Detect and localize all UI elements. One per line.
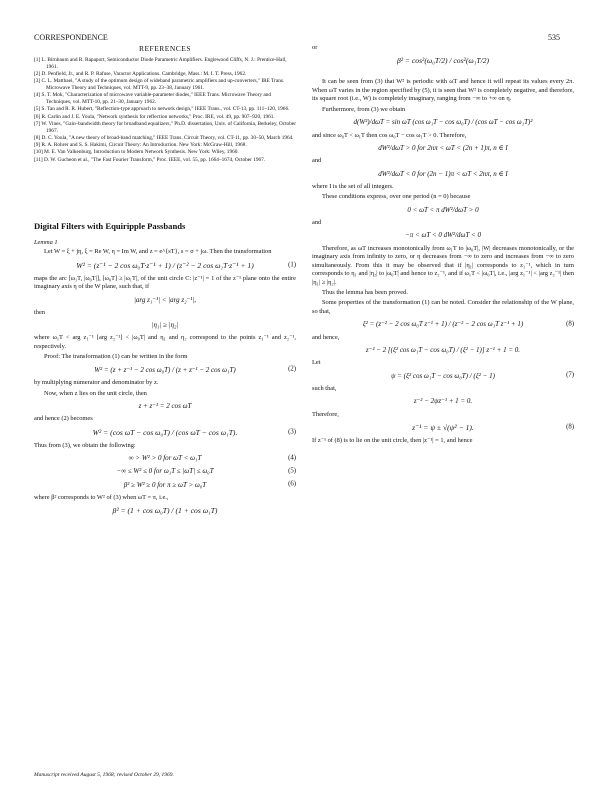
equation-eta: |η₁| ≥ |η₂| [151, 321, 179, 330]
equation-5-number: (5) [288, 467, 296, 475]
equation-6-body: β² ≥ W² ≥ 0 for π ≥ ωT > ω₀T [123, 480, 207, 489]
reference-item: [7] W. Vines, "Gain–bandwidth theory for broadband equalizers," Ph.D. dissertation, Univ. of California, Berkeley, October 1967. [34, 120, 296, 134]
equation-psi-body: ψ = (ξ² cos ω₁T − cos ω₀T) / (ξ² − 1) [391, 371, 495, 380]
paragraph-after-eq2: by multiplying numerator and denominator by z. [34, 379, 159, 387]
reference-item: [2] D. Penfield, Jr., and R. P. Rafuse, Varactor Applications. Cambridge, Mass.: M. I. T. Press, 1962. [34, 70, 247, 77]
paragraph-after-eq1: maps the arc [ω₁T, |ω₀T|], [ω₀T] ≥ |ω₁T|, of the unit circle C: |z⁻¹| = 1 of the z⁻¹ plane onto the entire imaginary axis η of the W plane, such that, if [34, 274, 296, 291]
equation-5 [34, 467, 296, 476]
equation-psi [312, 372, 574, 381]
lemma-text: Let W = ξ + jη, ξ = Re W, η = Im W, and z = e^{sT}, s = σ + jω. Then the transformation [44, 248, 272, 256]
paragraph-7: Thus the lemma has been proved. [322, 288, 408, 296]
equation-1-number: (1) [288, 261, 296, 269]
paragraph-after-eta: where ω₁T < arg z₁⁻¹ [arg z₂⁻¹] < |ω₀T| and η₁ and η₂ correspond to the points z₁⁻¹ and z₂⁻¹, respectively. [34, 334, 296, 350]
last-paragraph: If z⁻¹ of (8) is to lie on the unit circle, then |z⁻¹| = 1, and hence [312, 437, 473, 445]
equation-6-number: (6) [288, 480, 296, 488]
hence-text: and hence (2) becomes [34, 415, 93, 423]
equation-arg: |arg z₁⁻¹| < |arg z₂⁻¹|, [133, 295, 196, 304]
page-number: 535 [548, 33, 560, 42]
equation-2-body: W² = (z + z⁻¹ − 2 cos ω₀T) / (z + z⁻¹ − 2 cos ω₁T) [94, 365, 236, 374]
equation-4-number: (4) [288, 454, 296, 462]
section-title: Digital Filters with Equiripple Passbands [34, 221, 186, 232]
equation-1-body: W² = (z⁻¹ − 2 cos ω₀T·z⁻¹ + 1) / (z⁻² − 2 cos ω₁T·z⁻¹ + 1) [76, 260, 254, 270]
now-text: Now, when z lies on the unit circle, then [44, 389, 147, 397]
therefore-label: Therefore, [312, 410, 339, 418]
references-heading: REFERENCES [138, 44, 192, 53]
equation-cos: z + z⁻¹ = 2 cos ωT [138, 401, 192, 410]
reference-item: [10] M. E. Van Valkenburg, Introduction to Modern Network Synthesis. New York: Wiley, 1960. [34, 149, 239, 156]
such-that-text: such that, [312, 384, 337, 392]
equation-inequality-1: dW²/dωT > 0 for 2nπ < ωT < (2n + 1)π, n ∈ I [378, 143, 508, 152]
equation-range-2: −π < ωT < 0 dW²/dωT < 0 [405, 231, 481, 240]
reference-item: [9] R. A. Rohrer and S. S. Hakimi, Circuit Theory: An Introduction. New York: McGraw-Hill, 1968. [34, 142, 247, 149]
let-label: Let [312, 359, 321, 367]
equation-3-number: (3) [288, 428, 296, 436]
equation-2-number: (2) [288, 365, 296, 373]
paragraph-6: Therefore, as ωT increases monotonically from ω₁T to |ω₀T|, |W| decreases monotonically, or the imaginary axis from infinity to zero, or η decreases from −∞ to zero and increases from −∞ to zero simultaneously. From this it may be observed that if |η₁| corresponds to z₁⁻¹, which in turn corresponds to η₁ and |η₂| to |ω₀T| and hence to z₂⁻¹, and if ω₁T < |ω₀T|, i.e., |arg z₁⁻¹| < |arg z₂⁻¹| then |η₁| ≥ |η₂|. [312, 244, 574, 286]
equation-5-body: −∞ ≤ W² ≤ 0 for ω₁T ≤ |ωT| ≤ ω₀T [116, 467, 214, 476]
proof-text: Proof: The transformation (1) can be written in the form [44, 353, 188, 361]
equation-8 [312, 423, 574, 433]
paragraph-2: Furthermore, from (3) we obtain [322, 105, 406, 113]
equation-psi-number: (7) [566, 371, 574, 379]
equation-6 [34, 481, 296, 490]
equation-z-number: (8) [566, 320, 574, 328]
and-label-2: and [312, 219, 322, 227]
equation-z [312, 320, 574, 329]
reference-item: [6] R. Carlin and J. E. Youla, "Network synthesis for reflection networks," Proc. IRE, vol. 49, pp. 907–920, 1961. [34, 113, 275, 120]
where-beta-text: where β² corresponds to W² of (3) when ωT = π, i.e., [34, 493, 169, 501]
equation-beta: β² = (1 + cos ω₀T) / (1 + cos ω₁T) [112, 506, 218, 516]
lemma-label: Lemma 1 [34, 238, 58, 246]
reference-item: [3] C. L. Matthaei, "A study of the optimum design of wideband parametric amplifiers and up-converters," IRE Trans. Microwave Theory and Techniques, vol. MTT-9, pp. 23–38, January 1961. [34, 78, 285, 91]
manuscript-footnote: Manuscript received August 5, 1968; revised October 29, 1969. [34, 772, 174, 778]
equation-2 [34, 366, 296, 375]
equation-1 [34, 261, 296, 271]
paragraph-8: Some properties of the transformation (1) can be noted. Consider the relationship of the W plane, so that, [312, 299, 574, 315]
hence-2-text: and hence, [312, 333, 340, 341]
equation-range-1: 0 < ωT < π dW²/dωT > 0 [407, 205, 479, 214]
reference-item: [8] D. C. Youla, "A new theory of broad-band matching," IEEE Trans. Circuit Theory, vol. CT-11, pp. 30–50, March 1964. [34, 134, 294, 141]
left-column [34, 44, 296, 520]
equation-8-body: z⁻¹ = ψ ± √(ψ² − 1). [412, 423, 474, 433]
equation-inequality-2: dW²/dωT < 0 for (2n − 1)π < ωT < 2nπ, n ∈ I [378, 169, 508, 178]
equation-simplified: z⁻² − 2ψz⁻¹ + 1 = 0. [413, 397, 473, 406]
equation-z-body: ξ² = (z⁻² − 2 cos ω₀T z⁻¹ + 1) / (z⁻² − 2 cos ω₁T z⁻¹ + 1) [362, 320, 524, 329]
reference-item: [1] L. Birnbaum and R. Rapaport, Semiconductor Diode Parametric Amplifiers. Englewood Cliffs, N. J.: Prentice-Hall, 1961. [34, 56, 287, 70]
or-label: or [312, 44, 318, 51]
thus-text: Thus from (3), we obtain the following: [34, 441, 136, 449]
reference-item: [4] S. T. Mok, "Characterization of microwave variable-parameter diodes," IEEE Trans. Microwave Theory and Techniques, vol. MTT-10, pp. 21–30, January 1962. [34, 92, 272, 105]
reference-item: [11] D. W. Gucheon et al., "The Fast Fourier Transform," Proc. IEEE, vol. 55, pp. 1664–1674, October 1967. [34, 156, 266, 163]
running-header: CORRESPONDENCE [34, 33, 108, 42]
equation-4-body: ∞ > W² > 0 for ωT < ω₁T [128, 454, 202, 463]
right-column [312, 44, 574, 448]
paragraph-3: and since ω₀T < ω₁T then cos ω₀T − cos ω₁T > 0. Therefore, [312, 131, 467, 139]
equation-quadratic: z⁻² − 2 [(ξ² cos ω₁T − cos ω₀T) / (ξ² − 1)] z⁻¹ + 1 = 0. [365, 346, 521, 355]
paragraph-5: These conditions express, over one period (n = 0) because [322, 193, 471, 201]
equation-3 [34, 428, 296, 438]
equation-8-number: (8) [566, 423, 574, 431]
then-label: then [34, 308, 46, 316]
equation-3-body: W² = (cos ωT − cos ω₀T) / (cos ωT − cos ω₁T). [92, 427, 238, 437]
paragraph-4: where I is the set of all integers. [312, 182, 394, 190]
equation-4 [34, 454, 296, 463]
equation-beta-2: β² = cos²(ω₀T/2) / cos²(ω₁T/2) [396, 56, 490, 66]
and-label: and [312, 157, 322, 165]
reference-item: [5] S. Tan and R. R. Hubert, "Reflection-type approach to network design," IEEE Trans., vol. CT-13, pp. 111–120, 1966. [34, 106, 290, 113]
reference-list [34, 57, 296, 163]
paragraph-1: It can be seen from (3) that W² is periodic with ωT and hence it will repeat its values every 2π. When ωT varies in the region specified by (5), it is seen that W² is completely negative, and therefore, its square root (i.e., W) is completely imaginary, ranging from −∞ to +∞ on η. [312, 78, 574, 103]
equation-derivative: d(W²)/dωT = sin ωT (cos ω₁T − cos ω₀T) / (cos ωT − cos ω₁T)² [353, 118, 533, 127]
